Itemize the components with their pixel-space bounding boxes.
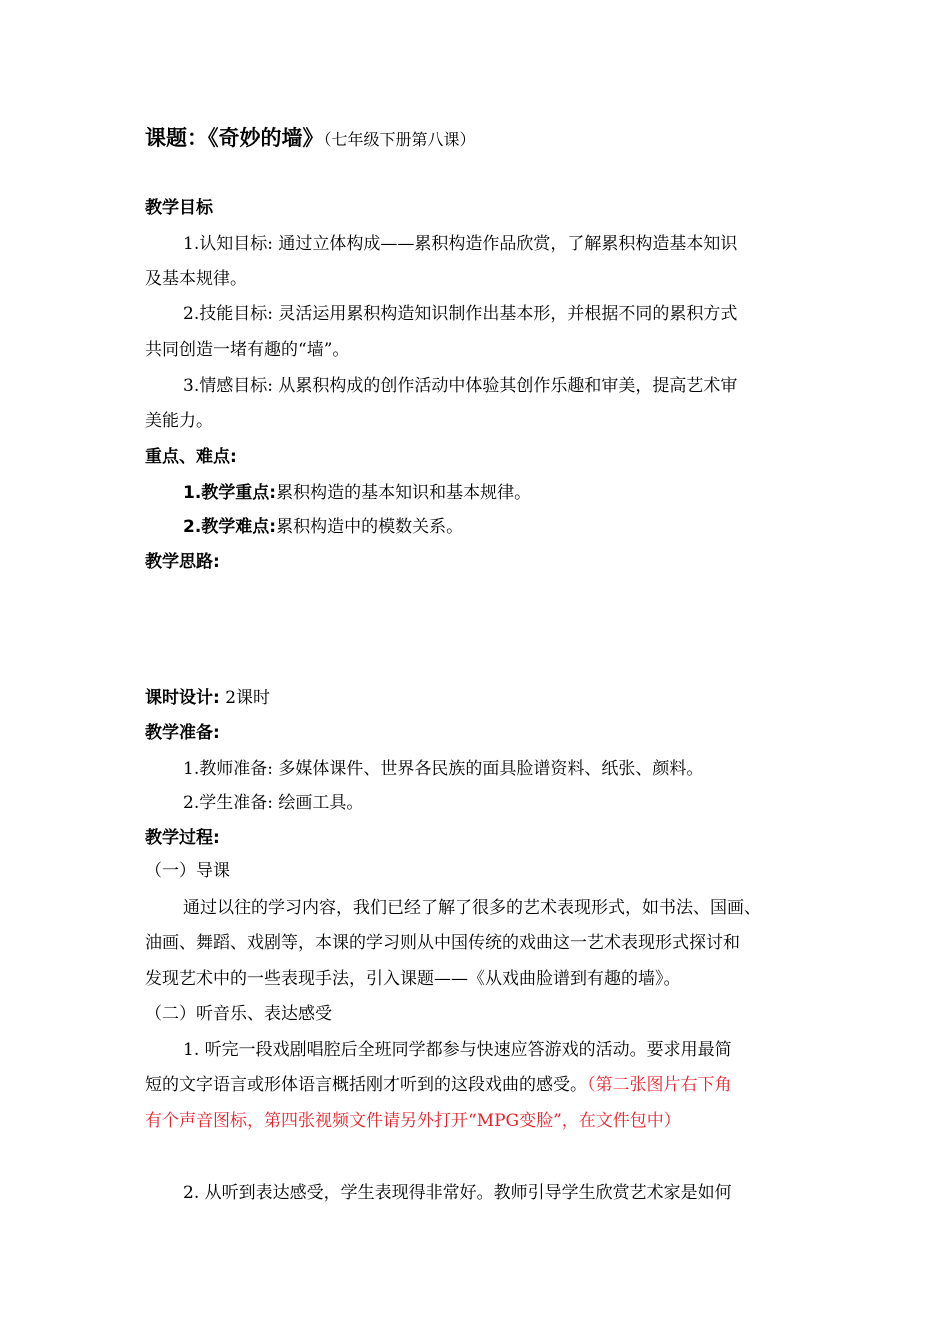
objective-1-line-1: 1.认知目标: 通过立体构成——累积构造作品欣赏，了解累积构造基本知识 — [183, 234, 738, 254]
key-point-1-label: 1.教学重点: — [183, 483, 277, 503]
process-section-2-para-1-line-1: 1. 听完一段戏剧唱腔后全班同学都参与快速应答游戏的活动。要求用最简 — [183, 1040, 732, 1060]
process-section-2-para-1-text: 短的文字语言或形体语言概括刚才听到的这段戏曲的感受。 — [145, 1075, 587, 1095]
schedule — [145, 686, 810, 710]
preparation-heading: 教学准备: — [145, 723, 220, 743]
process-section-2-para-1-line-2 — [145, 1073, 810, 1097]
process-section-1-line-2: 油画、舞蹈、戏剧等，本课的学习则从中国传统的戏曲这一艺术表现形式探讨和 — [145, 933, 740, 953]
lesson-title — [145, 126, 810, 152]
key-point-2-label: 2.教学难点: — [183, 517, 277, 537]
lesson-title-grade: （七年级下册第八课） — [323, 130, 476, 149]
schedule-value: 2课时 — [225, 688, 271, 708]
process-section-2-para-2-line-1: 2. 从听到表达感受，学生表现得非常好。教师引导学生欣赏艺术家是如何 — [183, 1183, 732, 1203]
key-point-1 — [183, 481, 848, 505]
process-heading: 教学过程: — [145, 828, 220, 848]
preparation-teacher: 1.教师准备: 多媒体课件、世界各民族的面具脸谱资料、纸张、颜料。 — [183, 759, 704, 779]
schedule-label: 课时设计: — [145, 688, 220, 708]
key-point-2-text: 累积构造中的模数关系。 — [276, 517, 464, 537]
objective-3-line-1: 3.情感目标: 从累积构成的创作活动中体验其创作乐趣和审美，提高艺术审 — [183, 376, 738, 396]
preparation-student: 2.学生准备: 绘画工具。 — [183, 793, 364, 813]
approach-heading: 教学思路: — [145, 552, 220, 572]
teacher-note-red-1: （第二张图片右下角 — [587, 1075, 732, 1095]
process-section-1-title: （一）导课 — [145, 861, 230, 881]
process-section-2-title: （二）听音乐、表达感受 — [145, 1004, 332, 1024]
objective-2-line-2: 共同创造一堵有趣的“墙”。 — [145, 340, 350, 360]
key-points-heading: 重点、难点: — [145, 447, 237, 467]
process-section-1-line-1: 通过以往的学习内容，我们已经了解了很多的艺术表现形式，如书法、国画、 — [183, 898, 761, 918]
process-section-1-line-3: 发现艺术中的一些表现手法，引入课题——《从戏曲脸谱到有趣的墙》。 — [145, 969, 681, 989]
lesson-title-main: 课题：《奇妙的墙》 — [145, 126, 324, 150]
key-point-2 — [183, 515, 848, 539]
objectives-heading: 教学目标 — [145, 198, 213, 218]
teacher-note-red-2: 有个声音图标，第四张视频文件请另外打开“MPG变脸”，在文件包中） — [145, 1111, 681, 1131]
objective-1-line-2: 及基本规律。 — [145, 269, 247, 289]
key-point-1-text: 累积构造的基本知识和基本规律。 — [276, 483, 532, 503]
objective-2-line-1: 2.技能目标: 灵活运用累积构造知识制作出基本形，并根据不同的累积方式 — [183, 304, 738, 324]
objective-3-line-2: 美能力。 — [145, 411, 213, 431]
